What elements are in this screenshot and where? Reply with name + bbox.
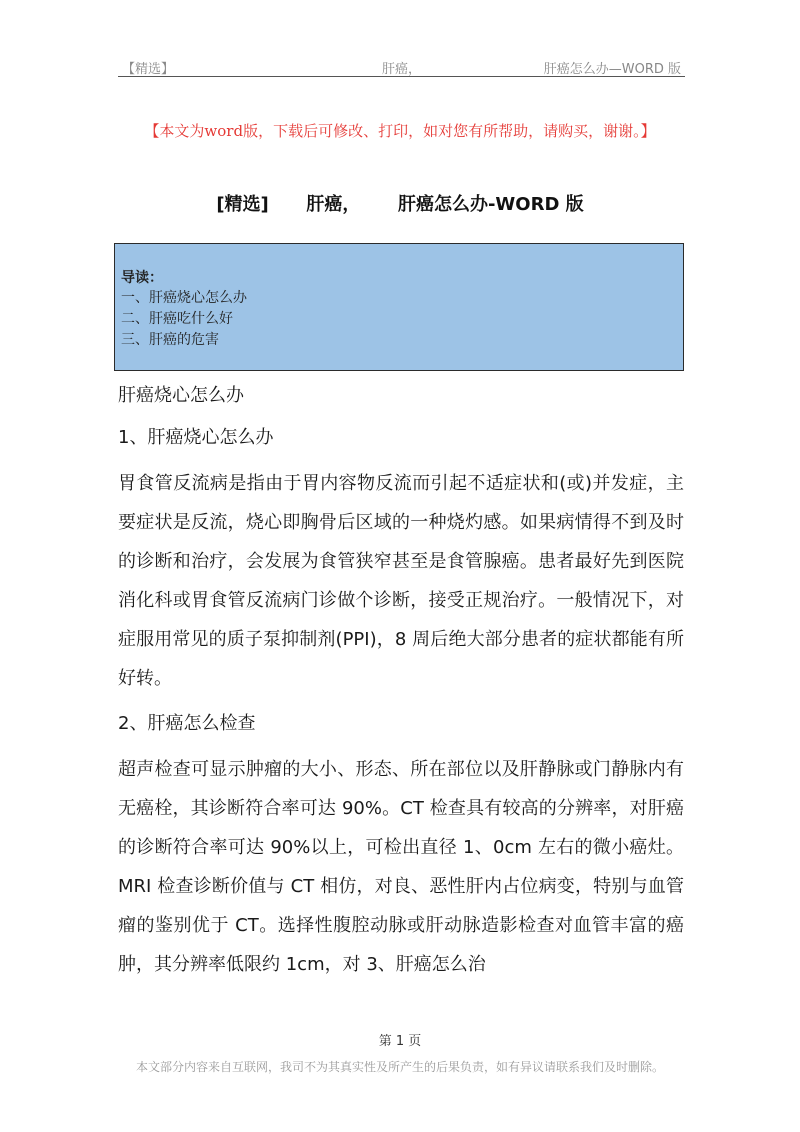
footer-disclaimer: 本文部分内容来自互联网，我司不为其真实性及所产生的后果负责，如有异议请联系我们及时删除。 — [135, 1060, 664, 1074]
paragraph: 超声检查可显示肿瘤的大小、形态、所在部位以及肝静脉或门静脉内有无癌栓，其诊断符合率可达 90%。CT 检查具有较高的分辨率，对肝癌的诊断符合率可达 90%以上，可检出直径 1、0cm 左右的微小癌灶。MRI 检查诊断价值与 CT 相仿，对良、恶性肝内占位病变，特别与血管瘤的鉴别优于 CT。选择性腹腔动脉或肝动脉造影检查对血管丰富的癌肿，其分辨率低限约 1cm，对 3、肝癌怎么治 — [118, 759, 684, 975]
article-body — [118, 380, 684, 994]
paragraph: 胃食管反流病是指由于胃内容物反流而引起不适症状和(或)并发症，主要症状是反流，烧心即胸骨后区域的一种烧灼感。如果病情得不到及时的诊断和治疗，会发展为食管狭窄甚至是食管腺癌。患者最好先到医院消化科或胃食管反流病门诊做个诊断，接受正规治疗。一般情况下，对症服用常见的质子泵抑制剂(PPI)，8 周后绝大部分患者的症状都能有所好转。 — [118, 473, 684, 689]
header-right: 肝癌怎么办—WORD 版 — [543, 62, 681, 77]
guide-heading: 导读： — [121, 270, 163, 286]
page-header — [118, 56, 685, 77]
header-center: 肝癌， — [382, 62, 422, 77]
download-notice: 【本文为word版，下载后可修改、打印，如对您有所帮助，请购买，谢谢。】 — [144, 122, 656, 140]
subheading: 1、肝癌烧心怎么办 — [118, 427, 274, 448]
page-number: 第 1 页 — [378, 1034, 422, 1049]
guide-box — [114, 243, 684, 371]
header-left: 【精选】 — [122, 62, 175, 77]
guide-item: 二、肝癌吃什么好 — [121, 311, 233, 327]
guide-item: 一、肝癌烧心怎么办 — [121, 290, 247, 306]
document-title: [精选] 肝癌， 肝癌怎么办-WORD 版 — [216, 194, 584, 215]
guide-item: 三、肝癌的危害 — [121, 332, 219, 348]
subheading: 2、肝癌怎么检查 — [118, 713, 256, 734]
section-title: 肝癌烧心怎么办 — [118, 385, 244, 406]
